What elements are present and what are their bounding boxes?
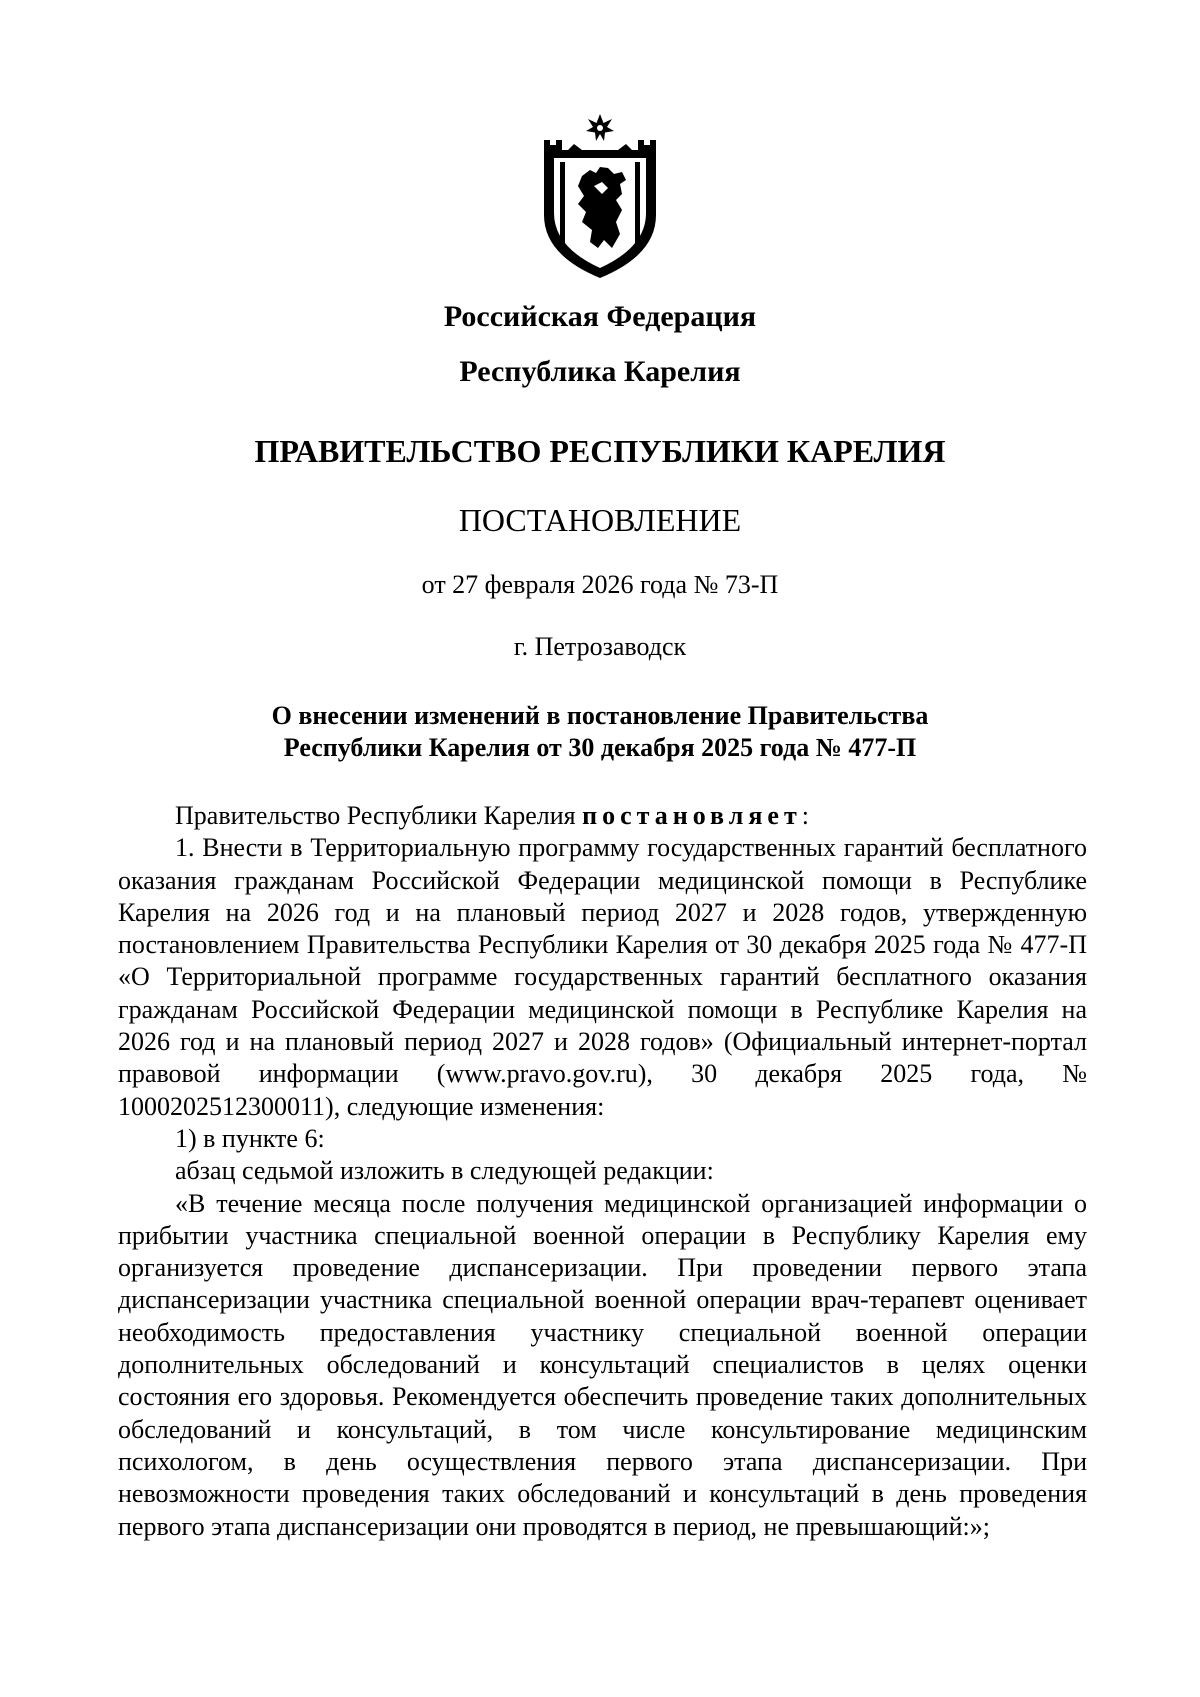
intro-verb: постановляет [582, 801, 802, 830]
subject-line-1: О внесении изменений в постановление Правительства [271, 701, 929, 730]
federation-title: Российская Федерация [443, 300, 757, 333]
document-type: ПОСТАНОВЛЕНИЕ [458, 502, 742, 538]
subject-line-2: Республики Карелия от 30 декабря 2025 года № 477-П [283, 733, 917, 762]
intro-prefix: Правительство Республики Карелия [175, 801, 583, 830]
document-city: г. Петрозаводск [513, 632, 687, 661]
karelia-coat-of-arms-icon [538, 110, 662, 280]
intro-suffix: : [801, 801, 809, 830]
document-subject [0, 700, 1200, 764]
quote-paragraph: «В течение месяца после получения медицинской организацией информации о прибытии участника специальной военной операции в Республику Карелия ему организуется проведение диспансеризации. При проведении первого этапа диспансеризации участника специальной военной операции врач-терапевт оценивает необходимость предоставления участнику специальной военной операции дополнительных обследований и консультаций специалистов в целях оценки состояния его здоровья. Рекомендуется обеспечить проведение таких дополнительных обследований и консультаций, в том числе консультирование медицинским психологом, в день осуществления первого этапа диспансеризации. При невозможности проведения таких обследований и консультаций в день проведения первого этапа диспансеризации они проводятся в период, не превышающий:»; [118, 1188, 1087, 1541]
document-body [118, 800, 1087, 1543]
government-title: ПРАВИТЕЛЬСТВО РЕСПУБЛИКИ КАРЕЛИЯ [254, 433, 946, 469]
abzac-paragraph: абзац седьмой изложить в следующей редакции: [175, 1156, 714, 1186]
item-1-paragraph: 1. Внести в Территориальную программу государственных гарантий бесплатного оказания гражданам Российской Федерации медицинской помощи в Республике Карелия на 2026 год и на плановый период 2027 и 2028 годов, утвержденную постановлением Правительства Республики Карелия от 30 декабря 2025 года № 477-П «О Территориальной программе государственных гарантий бесплатного оказания гражданам Российской Федерации медицинской помощи в Республике Карелия на 2026 год и на плановый период 2027 и 2028 годов» (Официальный интернет-портал правовой информации (www.pravo.gov.ru), 30 декабря 2025 года, № 1000202512300011), следующие изменения: [118, 833, 1087, 1121]
republic-title: Республика Карелия [459, 355, 741, 388]
document-date-number: от 27 февраля 2026 года № 73-П [421, 570, 779, 599]
subitem-1-paragraph: 1) в пункте 6: [175, 1123, 325, 1153]
intro-paragraph [118, 800, 1087, 832]
